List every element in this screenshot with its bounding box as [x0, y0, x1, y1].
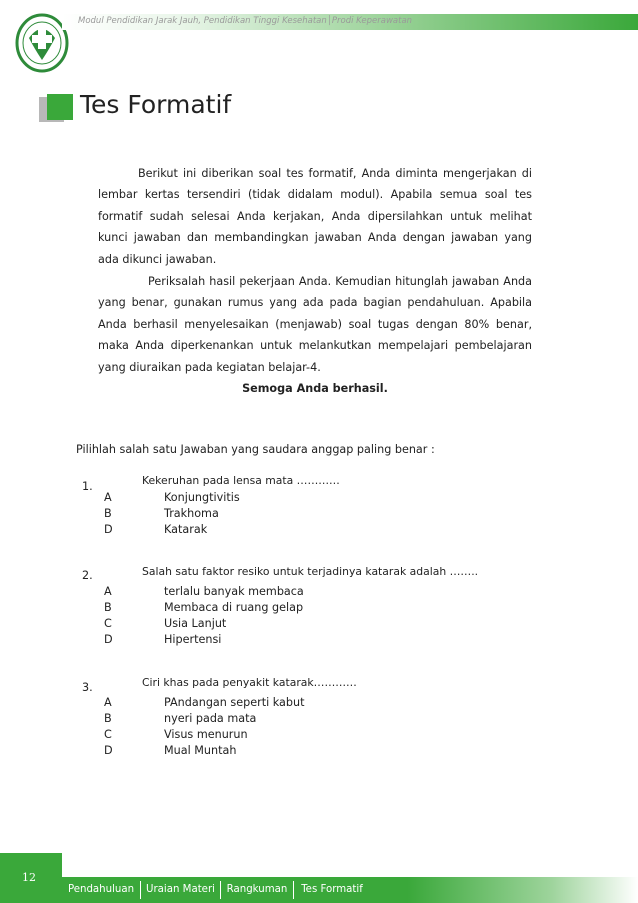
question-1-text: Kekeruhan pada lensa mata ………… — [142, 474, 340, 487]
intro-paragraph-2-text: Periksalah hasil pekerjaan Anda. Kemudian hitunglah jawaban Anda yang benar, gunakan rumus yang ada pada bagian pendahuluan. Apabila Anda berhasil menyelesaikan (menjawab) soal tugas dengan 80% benar, maka Anda diperkenankan untuk melankutkan mempelajari pembelajaran yang diuraikan pada kegiatan belajar-4. — [98, 275, 532, 374]
question-3-option-b — [0, 712, 638, 728]
running-title: Modul Pendidikan Jarak Jauh, Pendidikan Tinggi Kesehatan│Prodi Keperawatan — [78, 16, 413, 26]
question-2-option-a — [0, 585, 638, 601]
option-letter: C — [104, 617, 112, 630]
nav-tes-formatif[interactable]: Tes Formatif — [301, 884, 363, 895]
option-text: Usia Lanjut — [164, 617, 227, 630]
option-text: nyeri pada mata — [164, 712, 257, 725]
option-text: Katarak — [164, 523, 208, 536]
question-3-option-d — [0, 744, 638, 760]
option-text: terlalu banyak membaca — [164, 585, 304, 598]
nav-uraian-materi[interactable]: Uraian Materi — [146, 884, 215, 895]
question-1-option-a — [0, 491, 638, 507]
section-title: Tes Formatif — [80, 90, 232, 119]
option-letter: B — [104, 507, 112, 520]
option-letter: D — [104, 633, 113, 646]
option-letter: B — [104, 601, 112, 614]
option-text: Konjungtivitis — [164, 491, 240, 504]
question-2-option-d — [0, 633, 638, 649]
option-text: Hipertensi — [164, 633, 222, 646]
question-1-option-b — [0, 507, 638, 523]
question-1-number: 1. — [82, 480, 93, 493]
question-3-option-a — [0, 696, 638, 712]
option-letter: A — [104, 585, 112, 598]
intro-paragraph-1 — [98, 163, 532, 270]
title-square-icon — [47, 94, 73, 120]
question-2-number: 2. — [82, 569, 93, 582]
question-3-number: 3. — [82, 681, 93, 694]
intro-paragraph-2 — [98, 271, 532, 378]
closing-text: Semoga Anda berhasil. — [242, 382, 388, 395]
question-3-text: Ciri khas pada penyakit katarak………… — [142, 676, 357, 689]
option-letter: D — [104, 523, 113, 536]
option-text: Mual Muntah — [164, 744, 237, 757]
intro-paragraph-1-text: Berikut ini diberikan soal tes formatif, Anda diminta mengerjakan di lembar kertas tersendiri (tidak didalam modul). Apabila semua soal tes formatif sudah selesai Anda kerjakan, Anda dipersilahkan untuk melihat kunci jawaban dan membandingkan jawaban Anda dengan jawaban yang ada dikunci jawaban. — [98, 167, 532, 266]
option-letter: A — [104, 491, 112, 504]
option-letter: B — [104, 712, 112, 725]
option-letter: A — [104, 696, 112, 709]
option-text: Visus menurun — [164, 728, 248, 741]
option-text: PAndangan seperti kabut — [164, 696, 305, 709]
option-text: Membaca di ruang gelap — [164, 601, 304, 614]
option-letter: D — [104, 744, 113, 757]
nav-pendahuluan[interactable]: Pendahuluan — [67, 884, 135, 895]
option-letter: C — [104, 728, 112, 741]
question-2-option-b — [0, 601, 638, 617]
instruction-text: Pilihlah salah satu Jawaban yang saudara anggap paling benar : — [76, 443, 435, 456]
question-2-text: Salah satu faktor resiko untuk terjadinya katarak adalah …….. — [142, 565, 479, 578]
page-number: 12 — [22, 871, 36, 884]
question-1-option-d — [0, 523, 638, 539]
nav-rangkuman[interactable]: Rangkuman — [226, 884, 288, 895]
question-2-option-c — [0, 617, 638, 633]
option-text: Trakhoma — [164, 507, 219, 520]
question-3-option-c — [0, 728, 638, 744]
